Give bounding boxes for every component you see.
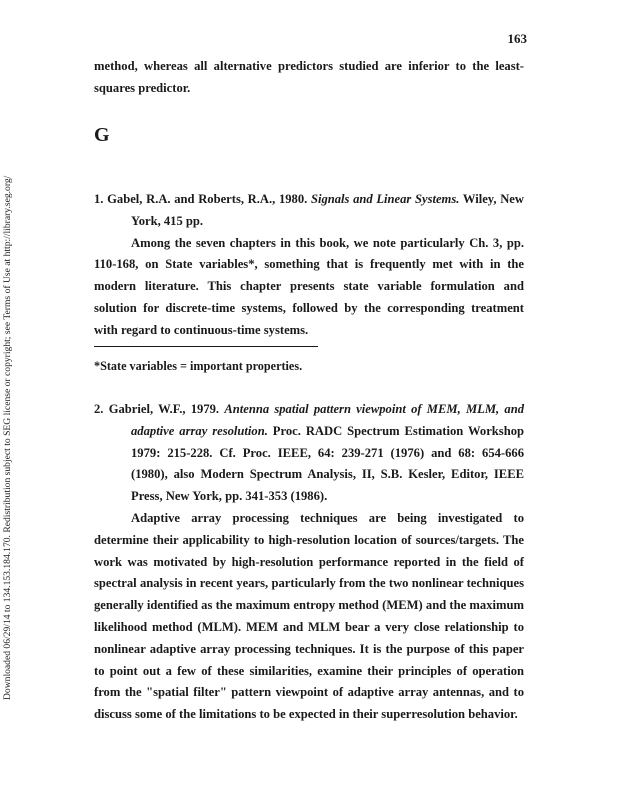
continuation-text: method, whereas all alternative predictors studied are inferior to the least-squares predictor. bbox=[94, 59, 524, 95]
reference-abstract: Among the seven chapters in this book, we note particularly Ch. 3, pp. 110-168, on State variables*, something that is frequently met with in the modern literature. This chapter presents state variable formulation and solution for discrete-time systems, followed by the corresponding treatment with regard to continuous-time systems. bbox=[94, 235, 524, 337]
reference-title: Antenna spatial pattern viewpoint of MEM, MLM, and adaptive array resolution. bbox=[131, 402, 525, 438]
reference-details: Wiley, New York, 415 pp. bbox=[131, 192, 524, 228]
reference-details: Proc. RADC Spectrum Estimation Workshop 1979: 215-228. Cf. Proc. IEEE, 64: 239-271 (1976) and 68: 654-666 (1980), also Modern Spectrum Analysis, II, S.B. Kesler, Editor, IEEE Press, New York, pp. 341-353 (1986). bbox=[131, 423, 524, 504]
reference-title: Signals and Linear Systems. bbox=[310, 192, 460, 206]
reference-authors: Gabel, R.A. and Roberts, R.A., 1980. bbox=[107, 192, 308, 206]
reference-number: 1. bbox=[94, 192, 104, 206]
reference-entry bbox=[94, 399, 524, 726]
reference-authors: Gabriel, W.F., 1979. bbox=[108, 402, 220, 416]
page-number: 163 bbox=[507, 31, 527, 46]
reference-entry bbox=[94, 189, 524, 342]
section-heading: G bbox=[94, 124, 110, 146]
footnote: *State variables = important properties. bbox=[94, 359, 303, 373]
download-watermark-text: Downloaded 06/29/14 to 134.153.184.170. Redistribution subject to SEG license or copyright; see Terms of Use at http://library.seg.org/ bbox=[2, 175, 13, 700]
reference-number: 2. bbox=[94, 402, 104, 416]
download-watermark bbox=[2, 120, 16, 700]
reference-citation bbox=[94, 189, 524, 233]
reference-citation bbox=[94, 399, 524, 508]
footnote-divider bbox=[94, 346, 318, 347]
continuation-block bbox=[94, 56, 524, 100]
reference-abstract: Adaptive array processing techniques are being investigated to determine their applicability to high-resolution location of sources/targets. The work was motivated by high-resolution performance reported in the field of spectral analysis in recent years, particularly from the two nonlinear techniques generally identified as the maximum entropy method (MEM) and the maximum likelihood method (MLM). MEM and MLM bear a very close relationship to nonlinear adaptive array processing techniques. It is the purpose of this paper to point out a few of these similarities, examine their principles of operation from the "spatial filter" pattern viewpoint of adaptive array antennas, and to discuss some of the limitations to be expected in their superresolution behavior. bbox=[94, 510, 524, 722]
